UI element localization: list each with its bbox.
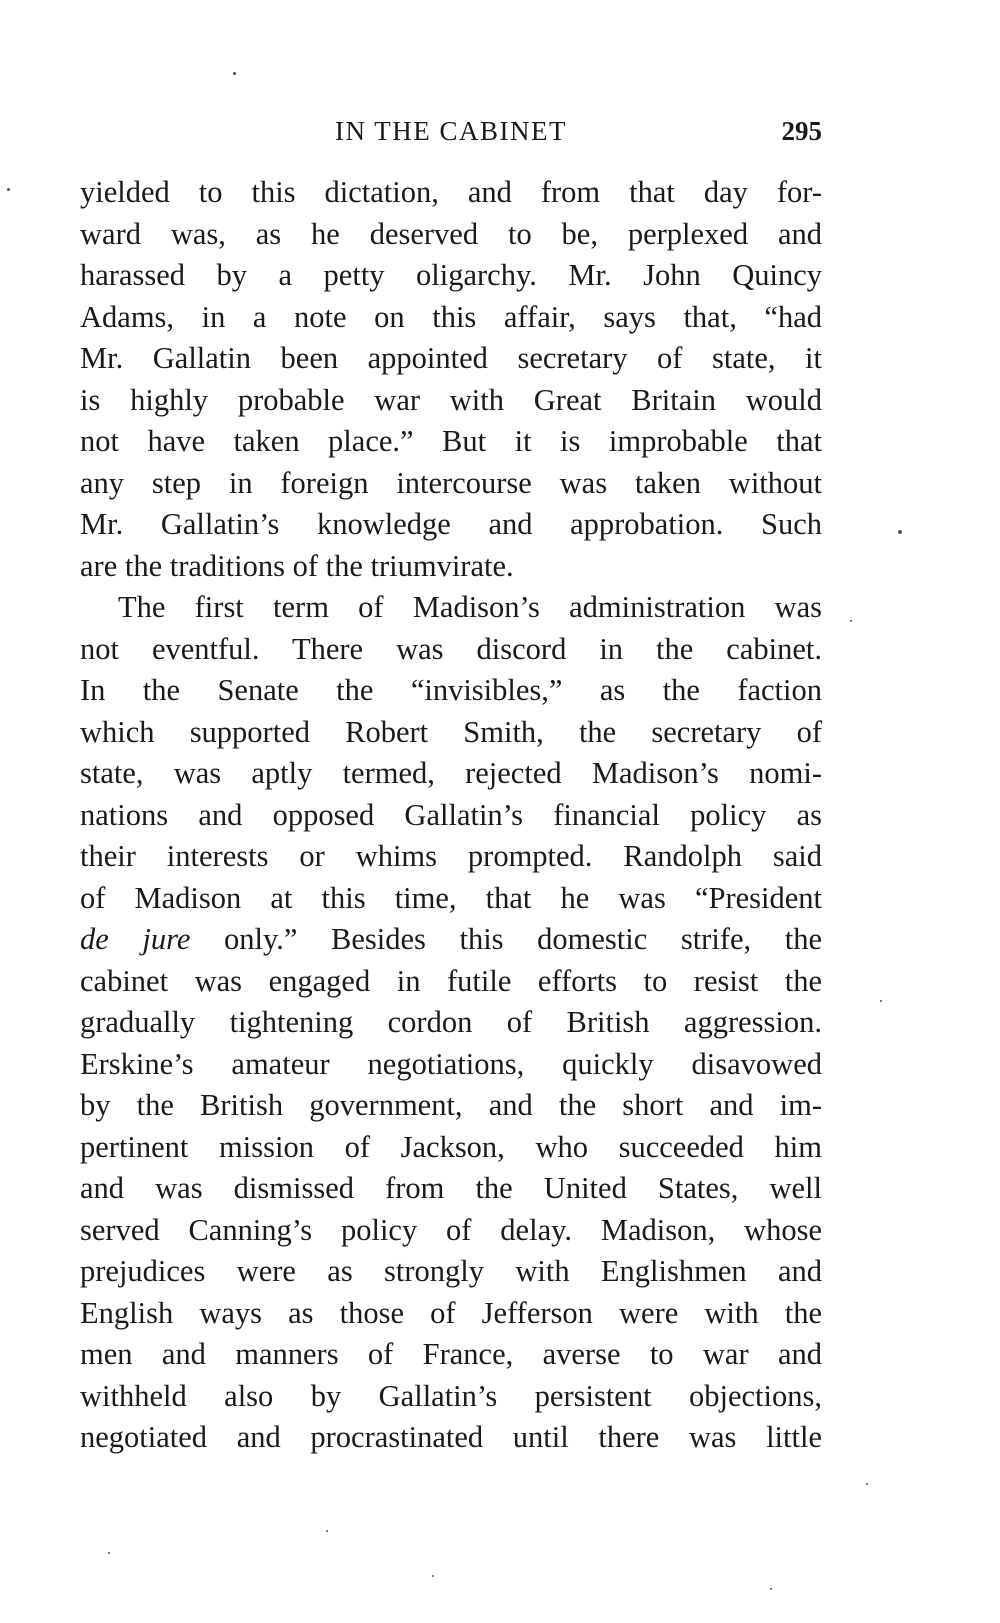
- text-line: gradually tightening cordon of British aggression.: [80, 1005, 822, 1039]
- text-line: of Madison at this time, that he was “President: [80, 880, 822, 915]
- running-head: [80, 112, 822, 152]
- text-line: Adams, in a note on this affair, says that, “had: [80, 299, 822, 334]
- text-line: Erskine’s amateur negotiations, quickly disavowed: [80, 1046, 822, 1081]
- scan-speck: [108, 1552, 110, 1554]
- scan-speck: [850, 620, 852, 622]
- text-line: In the Senate the “invisibles,” as the faction: [80, 673, 822, 707]
- text-line: which supported Robert Smith, the secretary of: [80, 714, 822, 749]
- scan-speck: [880, 1000, 882, 1002]
- running-title: IN THE CABINET: [335, 116, 567, 146]
- text-line: [80, 919, 822, 961]
- text-line: cabinet was engaged in futile efforts to resist the: [80, 963, 822, 998]
- page-number: 295: [781, 116, 822, 146]
- text-line: state, was aptly termed, rejected Madison’s nomi-: [80, 756, 822, 790]
- text-line: Mr. Gallatin been appointed secretary of state, it: [80, 341, 822, 375]
- scan-speck: [233, 72, 236, 75]
- text-line: are the traditions of the triumvirate.: [80, 548, 514, 583]
- text-line: pertinent mission of Jackson, who succeeded him: [80, 1129, 822, 1164]
- text-line: ward was, as he deserved to be, perplexed and: [80, 216, 822, 251]
- text-line: not have taken place.” But it is improbable that: [80, 424, 822, 458]
- text-line: their interests or whims prompted. Randolph said: [80, 839, 822, 873]
- scan-speck: [432, 1575, 434, 1577]
- text-line: English ways as those of Jefferson were with the: [80, 1295, 822, 1330]
- text-line: nations and opposed Gallatin’s financial policy as: [80, 797, 822, 832]
- text-line: men and manners of France, averse to war and: [80, 1337, 822, 1371]
- scan-speck: [326, 1530, 328, 1532]
- body-text: [80, 172, 822, 1459]
- text-line: harassed by a petty oligarchy. Mr. John Quincy: [80, 258, 822, 292]
- text-line: Mr. Gallatin’s knowledge and approbation. Such: [80, 507, 822, 541]
- text-line: negotiated and procrastinated until there was little: [80, 1420, 822, 1454]
- text-line: yielded to this dictation, and from that day for-: [80, 175, 822, 209]
- text-line: The first term of Madison’s administration was: [118, 590, 822, 624]
- text-line: and was dismissed from the United States, well: [80, 1171, 822, 1205]
- text-line: withheld also by Gallatin’s persistent objections,: [80, 1378, 822, 1413]
- scan-speck: [898, 530, 902, 534]
- text-line: is highly probable war with Great Britain would: [80, 382, 822, 417]
- text-line: by the British government, and the short and im-: [80, 1088, 822, 1122]
- scan-speck: [7, 188, 10, 191]
- text-line: prejudices were as strongly with Englishmen and: [80, 1254, 822, 1288]
- italic-phrase: de jure: [80, 922, 191, 956]
- text-line: any step in foreign intercourse was taken without: [80, 465, 822, 500]
- scan-speck: [866, 1483, 868, 1485]
- text-line: not eventful. There was discord in the cabinet.: [80, 631, 822, 666]
- scan-speck: [770, 1588, 772, 1590]
- text-line: served Canning’s policy of delay. Madison, whose: [80, 1212, 822, 1247]
- line-rest: only.” Besides this domestic strife, the: [190, 922, 822, 956]
